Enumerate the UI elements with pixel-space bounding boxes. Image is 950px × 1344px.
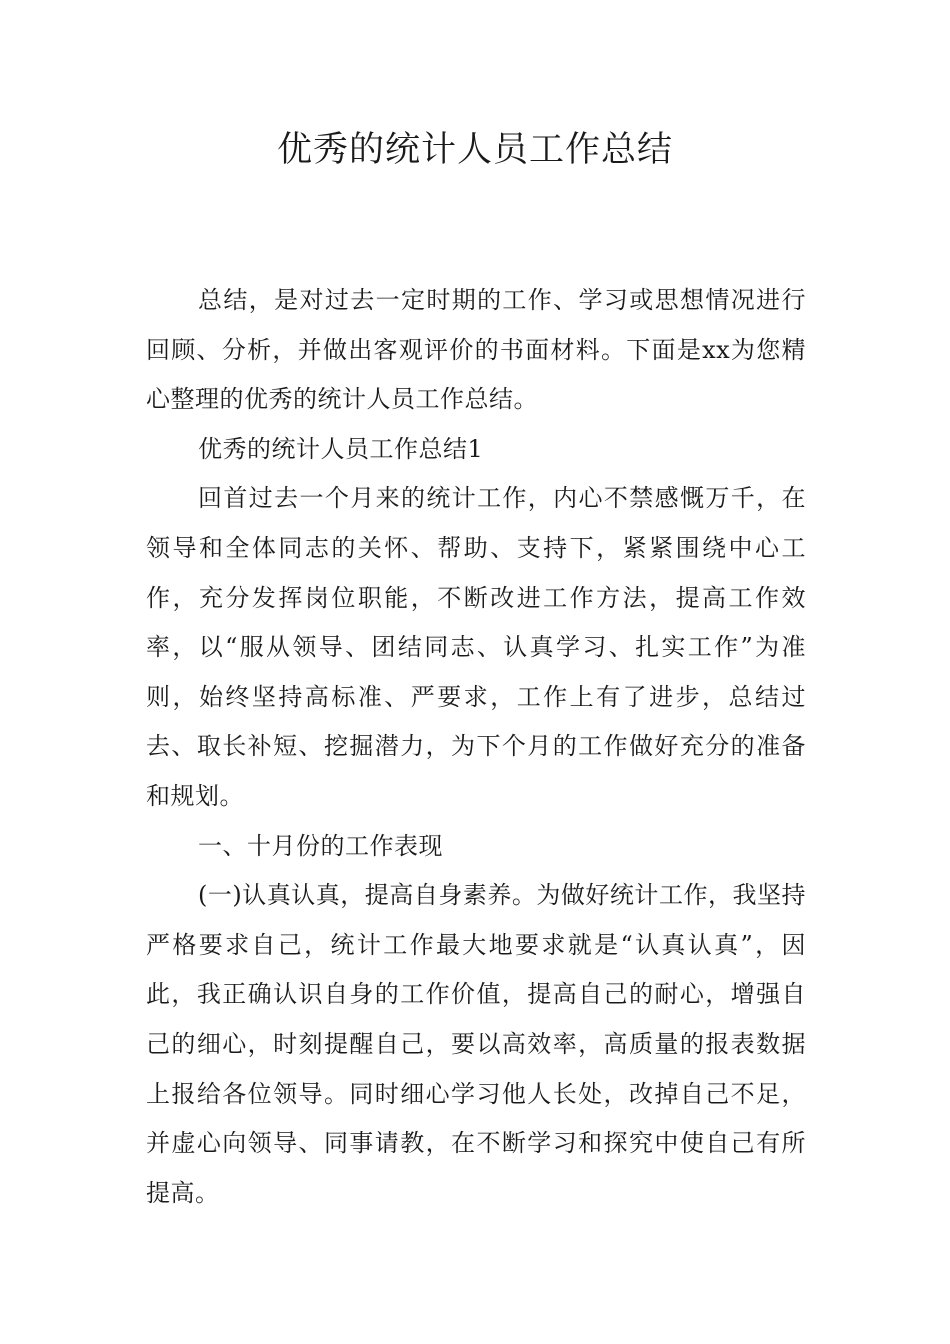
review-paragraph: 回首过去一个月来的统计工作，内心不禁感慨万千，在领导和全体同志的关怀、帮助、支持下，紧紧围绕中心工作，充分发挥岗位职能，不断改进工作方法，提高工作效率，以“服从领导、团结同志、认真学习、扎实工作”为准则，始终坚持高标准、严要求，工作上有了进步，总结过去、取长补短、挖掘潜力，为下个月的工作做好充分的准备和规划。 — [146, 484, 806, 810]
intro-paragraph: 总结，是对过去一定时期的工作、学习或思想情况进行回顾、分析，并做出客观评价的书面材料。下面是xx为您精心整理的优秀的统计人员工作总结。 — [146, 286, 806, 414]
subsection-paragraph-1: (一)认真认真，提高自身素养。为做好统计工作，我坚持严格要求自己，统计工作最大地要求就是“认真认真”，因此，我正确认识自身的工作价值，提高自己的耐心，增强自己的细心，时刻提醒自己，要以高效率，高质量的报表数据上报给各位领导。同时细心学习他人长处，改掉自己不足，并虚心向领导、同事请教，在不断学习和探究中使自己有所提高。 — [146, 881, 806, 1207]
section-heading-october: 一、十月份的工作表现 — [198, 831, 443, 860]
document-body — [146, 276, 806, 1218]
document-title: 优秀的统计人员工作总结 — [276, 130, 673, 170]
section-heading-summary-1: 优秀的统计人员工作总结1 — [198, 434, 484, 463]
